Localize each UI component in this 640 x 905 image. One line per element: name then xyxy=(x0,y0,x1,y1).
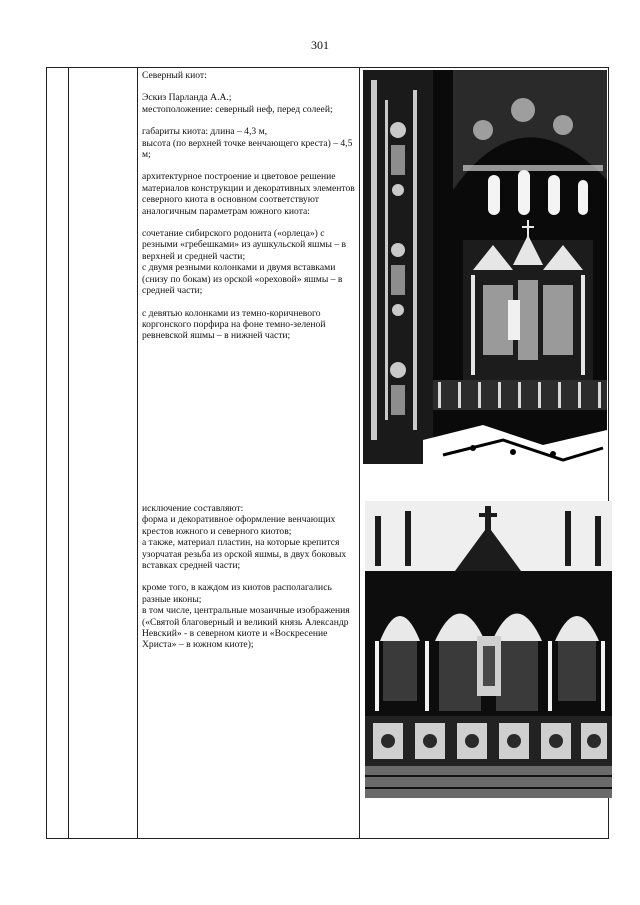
table-column-divider xyxy=(359,67,360,839)
table-column-divider xyxy=(137,67,138,839)
kiot-interior-photo xyxy=(363,70,607,464)
paragraph: габариты киота: длина – 4,3 м, высота (по верхней точке венчающего креста) – 4,5 м; xyxy=(142,126,353,161)
table-column-divider xyxy=(68,67,69,839)
description-block-upper xyxy=(142,70,356,353)
paragraph: Эскиз Парланда А.А.; местоположение: северный неф, перед солеей; xyxy=(142,92,333,115)
paragraph: Северный киот: xyxy=(142,70,207,81)
paragraph: сочетание сибирского родонита («орлеца») с резными «гребешками» из аушкульской яшмы – в верхней и средней части; с двумя резными колонками и двумя вставками (снизу по бокам) из орской «ореховой» яшмы – в средней части; xyxy=(142,228,347,297)
page-number: 301 xyxy=(311,38,329,52)
paragraph: архитектурное построение и цветовое решение материалов конструкции и декоративных элементов северного киота в основном соответствуют аналогичным параметрам южного киота: xyxy=(142,171,355,217)
paragraph: кроме того, в каждом из киотов располагались разные иконы; в том числе, центральные мозаичные изображения («Святой благоверный и великий князь Александр Невский» - в северном киоте и «Воскресение Христа» – в южном киоте); xyxy=(142,582,350,651)
paragraph: с девятью колонками из темно-коричневого коргонского порфира на фоне темно-зеленой ревневской яшмы – в нижней части; xyxy=(142,307,326,342)
description-block-lower xyxy=(142,503,356,662)
kiot-detail-photo xyxy=(365,501,612,798)
paragraph: исключение составляют: форма и декоративное оформление венчающих крестов южного и северного киотов; а также, материал пластин, на которые крепится узорчатая резьба из орской яшмы, в двух боковых вставках средней части; xyxy=(142,503,347,572)
